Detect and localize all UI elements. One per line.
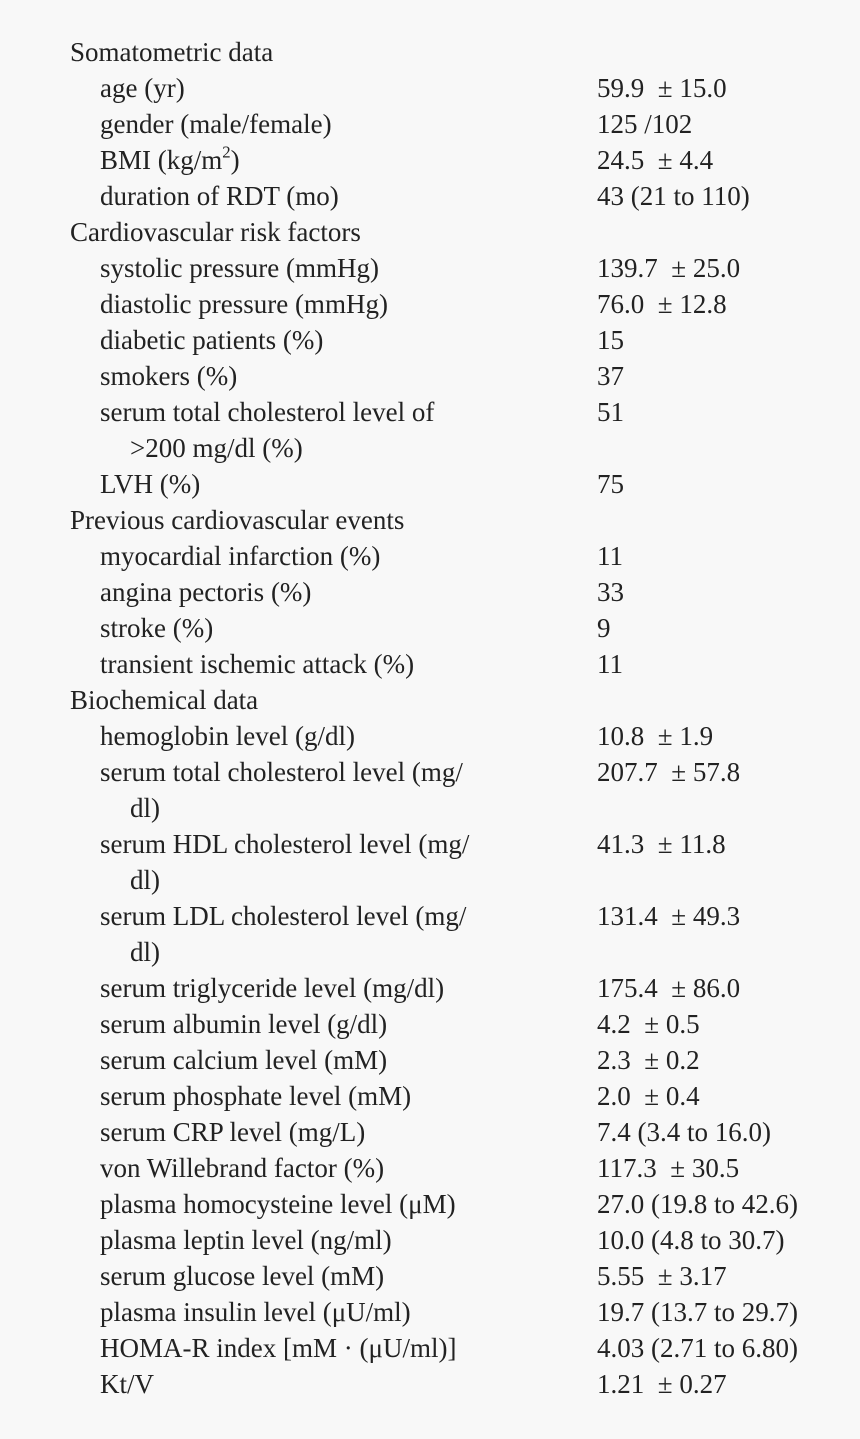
table-row — [70, 358, 810, 394]
row-label — [70, 538, 597, 574]
row-value: 33 — [597, 577, 624, 607]
label-text — [100, 1114, 597, 1150]
label-main: plasma homocysteine level (μM) — [100, 1189, 456, 1219]
label-main: systolic pressure (mmHg) — [100, 253, 379, 283]
table-row — [70, 646, 810, 682]
table-row — [70, 322, 810, 358]
label-main: plasma leptin level (ng/ml) — [100, 1225, 392, 1255]
row-label — [70, 106, 597, 142]
label-superscript: 2 — [222, 142, 231, 162]
label-main: age (yr) — [100, 73, 185, 103]
label-text — [100, 106, 597, 142]
label-text — [100, 1330, 597, 1366]
row-value: 41.3 ± 11.8 — [597, 829, 726, 859]
row-label — [70, 286, 597, 322]
label-text — [100, 1042, 597, 1078]
label-text — [70, 502, 567, 538]
row-value: 9 — [597, 613, 611, 643]
label-main: angina pectoris (%) — [100, 577, 312, 607]
row-value: 15 — [597, 325, 624, 355]
row-value: 10.8 ± 1.9 — [597, 721, 714, 751]
label-text — [100, 898, 597, 934]
table-row — [70, 178, 810, 214]
label-main: gender (male/female) — [100, 109, 332, 139]
row-value: 139.7 ± 25.0 — [597, 253, 741, 283]
label-continuation: >200 mg/dl (%) — [130, 433, 303, 463]
row-label — [70, 1006, 597, 1042]
label-text — [100, 970, 597, 1006]
row-value: 75 — [597, 469, 624, 499]
label-main: BMI (kg/m — [100, 145, 223, 175]
label-text — [100, 826, 597, 862]
label-main: myocardial infarction (%) — [100, 541, 381, 571]
row-value: 1.21 ± 0.27 — [597, 1369, 727, 1399]
table-row — [70, 718, 810, 754]
row-value: 4.03 (2.71 to 6.80) — [597, 1333, 798, 1363]
label-text — [100, 142, 597, 178]
row-value: 10.0 (4.8 to 30.7) — [597, 1225, 785, 1255]
row-value: 5.55 ± 3.17 — [597, 1261, 727, 1291]
row-value: 59.9 ± 15.0 — [597, 73, 727, 103]
label-main: serum total cholesterol level (mg/ — [100, 757, 463, 787]
row-value: 76.0 ± 12.8 — [597, 289, 727, 319]
label-main: serum albumin level (g/dl) — [100, 1009, 388, 1039]
table-row — [70, 1222, 810, 1258]
row-label — [70, 754, 597, 826]
label-main: duration of RDT (mo) — [100, 181, 339, 211]
row-label — [70, 142, 597, 178]
row-label — [70, 1222, 597, 1258]
row-label — [70, 178, 597, 214]
row-label — [70, 646, 597, 682]
table-row — [70, 1294, 810, 1330]
row-value: 43 (21 to 110) — [597, 181, 750, 211]
table-row — [70, 1042, 810, 1078]
label-main: smokers (%) — [100, 361, 238, 391]
row-value: 37 — [597, 361, 624, 391]
table-row — [70, 250, 810, 286]
table-row — [70, 538, 810, 574]
row-value: 51 — [597, 397, 624, 427]
label-text — [100, 1366, 597, 1402]
table-row — [70, 1114, 810, 1150]
label-main: stroke (%) — [100, 613, 214, 643]
label-text — [70, 682, 567, 718]
row-value: 2.3 ± 0.2 — [597, 1045, 700, 1075]
row-label — [70, 1078, 597, 1114]
label-main: serum glucose level (mM) — [100, 1261, 385, 1291]
row-label — [70, 826, 597, 898]
section-heading — [70, 682, 567, 718]
label-text — [100, 250, 597, 286]
table-row — [70, 1150, 810, 1186]
label-continuation: dl) — [130, 937, 160, 967]
label-main: serum LDL cholesterol level (mg/ — [100, 901, 467, 931]
label-suffix: ) — [230, 145, 240, 175]
table-row — [70, 970, 810, 1006]
label-main: Previous cardiovascular events — [70, 505, 405, 535]
section-header-row — [70, 502, 810, 538]
label-main: serum phosphate level (mM) — [100, 1081, 412, 1111]
label-text — [70, 34, 567, 70]
row-value: 175.4 ± 86.0 — [597, 973, 741, 1003]
section-header-row — [70, 214, 810, 250]
label-main: serum total cholesterol level of — [100, 397, 435, 427]
table-row — [70, 1006, 810, 1042]
row-value: 207.7 ± 57.8 — [597, 757, 741, 787]
label-text — [100, 358, 597, 394]
label-text — [100, 1222, 597, 1258]
table-row — [70, 754, 810, 826]
label-text — [100, 1150, 597, 1186]
section-heading — [70, 34, 567, 70]
label-text — [100, 574, 597, 610]
label-text — [100, 178, 597, 214]
row-value: 4.2 ± 0.5 — [597, 1009, 700, 1039]
table-row — [70, 106, 810, 142]
data-table — [70, 34, 810, 1402]
section-header-row — [70, 34, 810, 70]
row-label — [70, 1258, 597, 1294]
table-row — [70, 70, 810, 106]
row-value: 27.0 (19.8 to 42.6) — [597, 1189, 798, 1219]
table-row — [70, 394, 810, 466]
row-label — [70, 322, 597, 358]
row-label — [70, 1114, 597, 1150]
label-text — [100, 610, 597, 646]
label-text — [100, 322, 597, 358]
row-label — [70, 466, 597, 502]
row-value: 2.0 ± 0.4 — [597, 1081, 700, 1111]
label-text — [100, 466, 597, 502]
row-value: 7.4 (3.4 to 16.0) — [597, 1117, 771, 1147]
row-label — [70, 1294, 597, 1330]
label-text — [100, 70, 597, 106]
row-label — [70, 1330, 597, 1366]
row-value: 11 — [597, 541, 623, 571]
label-text — [100, 538, 597, 574]
label-text — [100, 646, 597, 682]
table-row — [70, 898, 810, 970]
row-value: 131.4 ± 49.3 — [597, 901, 741, 931]
label-main: von Willebrand factor (%) — [100, 1153, 385, 1183]
row-label — [70, 70, 597, 106]
label-main: LVH (%) — [100, 469, 201, 499]
label-main: transient ischemic attack (%) — [100, 649, 415, 679]
row-label — [70, 1150, 597, 1186]
row-value: 125 /102 — [597, 109, 693, 139]
label-text — [100, 1078, 597, 1114]
label-text — [70, 214, 567, 250]
row-label — [70, 394, 597, 466]
row-value: 11 — [597, 649, 623, 679]
table-row — [70, 574, 810, 610]
label-continuation: dl) — [130, 793, 160, 823]
table-row — [70, 466, 810, 502]
label-text — [100, 1006, 597, 1042]
label-text — [100, 1186, 597, 1222]
table-row — [70, 1078, 810, 1114]
label-main: Cardiovascular risk factors — [70, 217, 361, 247]
table-row — [70, 1186, 810, 1222]
section-heading — [70, 502, 567, 538]
row-label — [70, 1042, 597, 1078]
table-row — [70, 1330, 810, 1366]
row-label — [70, 574, 597, 610]
table-row — [70, 142, 810, 178]
label-main: diabetic patients (%) — [100, 325, 324, 355]
table-row — [70, 286, 810, 322]
row-label — [70, 1186, 597, 1222]
label-main: Somatometric data — [70, 37, 274, 67]
label-text — [100, 754, 597, 790]
label-main: HOMA-R index [mM · (μU/ml)] — [100, 1333, 457, 1363]
row-label — [70, 358, 597, 394]
label-main: plasma insulin level (μU/ml) — [100, 1297, 411, 1327]
label-main: Biochemical data — [70, 685, 259, 715]
row-value: 24.5 ± 4.4 — [597, 145, 714, 175]
row-label — [70, 250, 597, 286]
label-main: serum CRP level (mg/L) — [100, 1117, 366, 1147]
table-row — [70, 1258, 810, 1294]
label-main: diastolic pressure (mmHg) — [100, 289, 388, 319]
label-text — [100, 1258, 597, 1294]
label-text — [100, 394, 597, 430]
row-value: 117.3 ± 30.5 — [597, 1153, 740, 1183]
label-main: serum HDL cholesterol level (mg/ — [100, 829, 470, 859]
row-label — [70, 610, 597, 646]
section-header-row — [70, 682, 810, 718]
table-row — [70, 610, 810, 646]
row-label — [70, 898, 597, 970]
row-label — [70, 970, 597, 1006]
label-text — [100, 286, 597, 322]
label-main: hemoglobin level (g/dl) — [100, 721, 355, 751]
table-row — [70, 1366, 810, 1402]
row-label — [70, 1366, 597, 1402]
label-main: Kt/V — [100, 1369, 154, 1399]
table-row — [70, 826, 810, 898]
label-text — [100, 718, 597, 754]
label-main: serum calcium level (mM) — [100, 1045, 388, 1075]
row-value: 19.7 (13.7 to 29.7) — [597, 1297, 798, 1327]
row-label — [70, 718, 597, 754]
section-heading — [70, 214, 567, 250]
label-main: serum triglyceride level (mg/dl) — [100, 973, 445, 1003]
label-continuation: dl) — [130, 865, 160, 895]
label-text — [100, 1294, 597, 1330]
